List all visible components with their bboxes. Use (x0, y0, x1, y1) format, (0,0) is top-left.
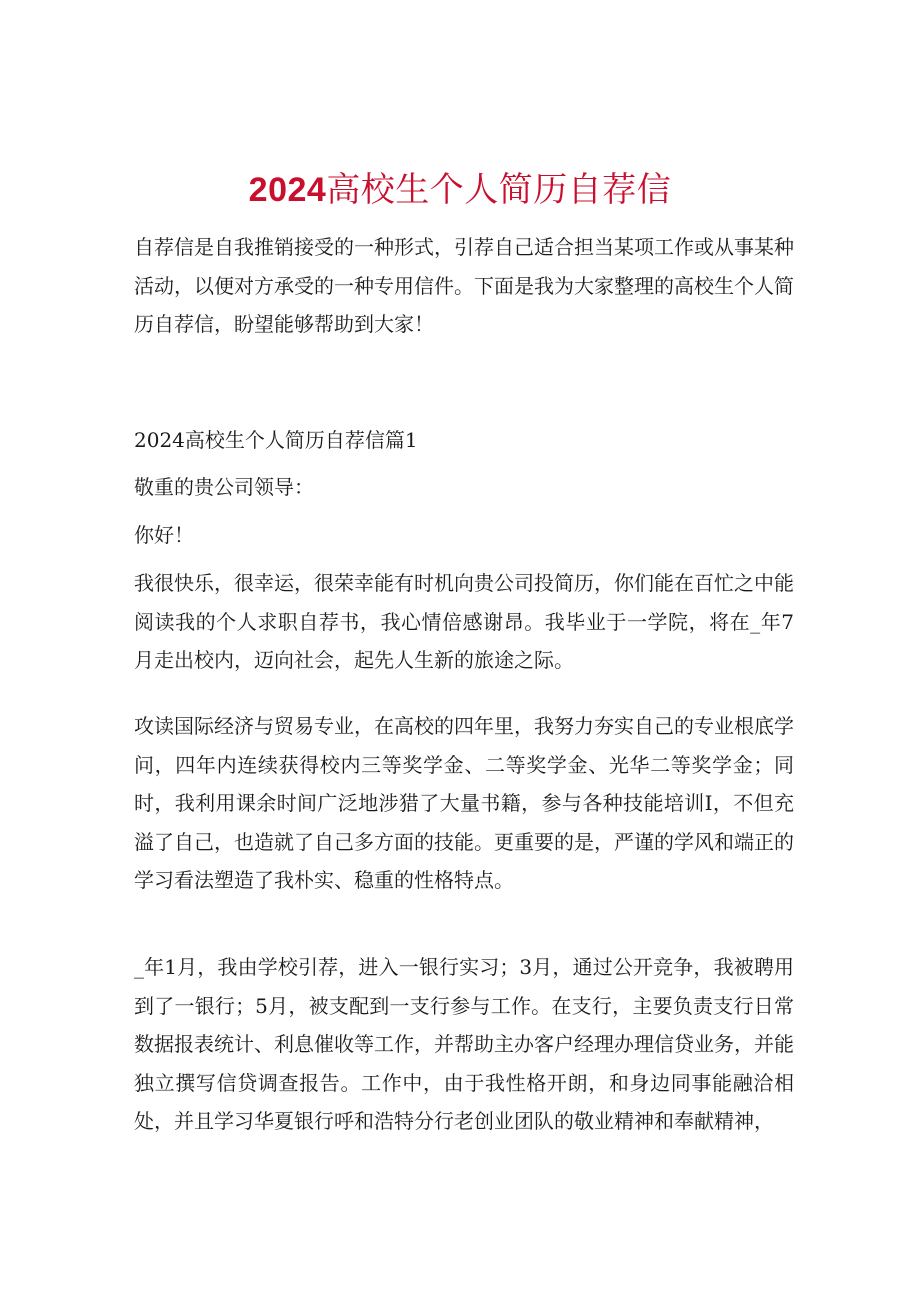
greeting: 你好！ (134, 523, 194, 547)
title-year: 2024 (248, 170, 327, 209)
body-paragraph: _年1月，我由学校引荐，进入一银行实习；3月，通过公开竞争，我被聘用到了一银行；5月，被支配到一支行参与工作。在支行，主要负责支行日常数据报表统计、利息催收等工作，并帮助主办客户经理办理信贷业务，并能独立撰写信贷调查报告。工作中，由于我性格开朗，和身边同事能融洽相处，并且学习华夏银行呼和浩特分行老创业团队的敬业精神和奉献精神， (134, 955, 794, 1133)
salutation: 敬重的贵公司领导： (134, 475, 314, 499)
body-paragraph: 攻读国际经济与贸易专业，在高校的四年里，我努力夯实自己的专业根底学问，四年内连续获得校内三等奖学金、二等奖学金、光华二等奖学金；同时，我利用课余时间广泛地涉猎了大量书籍，参与各种技能培训I，不但充溢了自己，也造就了自己多方面的技能。更重要的是，严谨的学风和端正的学习看法塑造了我朴实、稳重的性格特点。 (134, 714, 794, 892)
section-heading: 2024高校生个人简历自荐信篇1 (134, 428, 418, 452)
intro-paragraph: 自荐信是自我推销接受的一种形式，引荐自己适合担当某项工作或从事某种活动，以便对方承受的一种专用信件。下面是我为大家整理的高校生个人简历自荐信，盼望能够帮助到大家！ (134, 235, 794, 336)
document-title (0, 166, 920, 214)
title-text: 高校生个人简历自荐信 (326, 169, 672, 210)
body-paragraph: 我很快乐，很幸运，很荣幸能有时机向贵公司投简历，你们能在百忙之中能阅读我的个人求职自荐书，我心情倍感谢昂。我毕业于一学院，将在_年7月走出校内，迈向社会，起先人生新的旅途之际。 (134, 571, 794, 672)
